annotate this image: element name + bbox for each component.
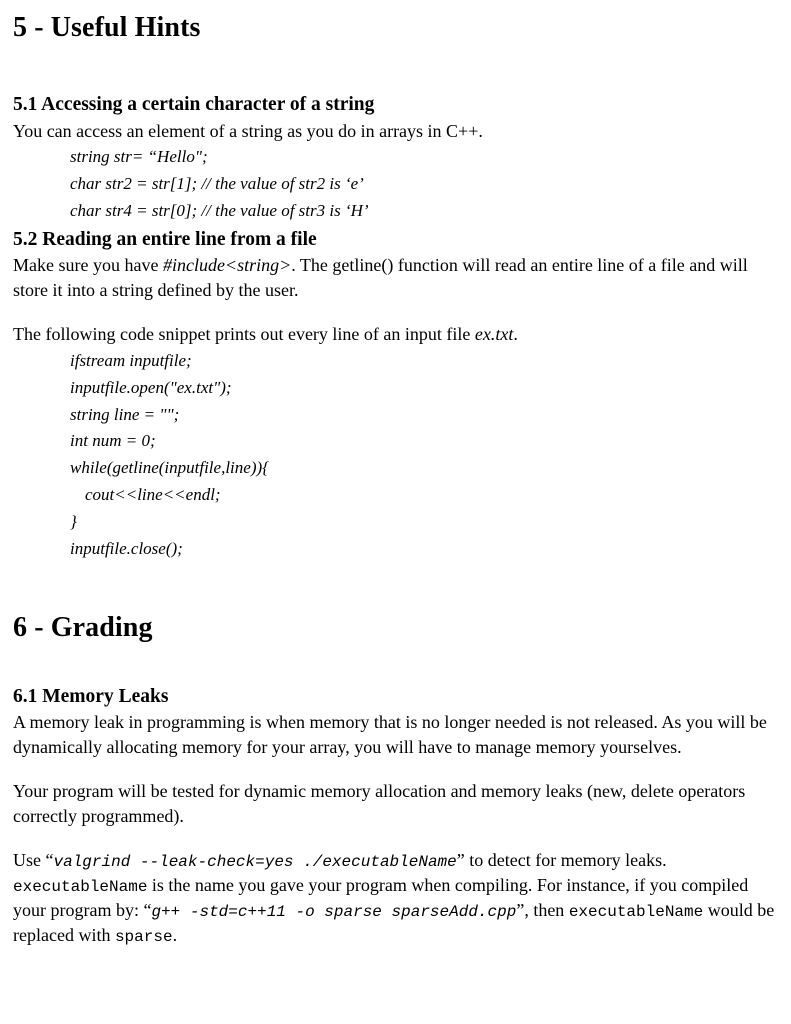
text-fragment: Make sure you have (13, 255, 163, 276)
inline-italic-filename: ex.txt (474, 324, 514, 345)
paragraph-testing-criteria: Your program will be tested for dynamic memory allocation and memory leaks (new, delete operators correctly programmed). (13, 780, 746, 826)
text-fragment: . (172, 924, 178, 945)
code-line: int num = 0; (70, 431, 156, 451)
text-fragment: . (513, 324, 518, 345)
spacer (13, 644, 779, 685)
subsection-heading-memory-leaks: 6.1 Memory Leaks (13, 685, 169, 707)
inline-code-sparse: sparse (114, 927, 173, 946)
code-line: cout<<line<<endl; (85, 485, 221, 505)
spacer (13, 829, 779, 848)
spacer (13, 44, 779, 93)
spacer (13, 760, 779, 779)
paragraph-accessing-character: You can access an element of a string as you do in arrays in C++. (13, 120, 483, 141)
document-content (13, 12, 779, 948)
paragraph-getline-intro (13, 253, 779, 303)
paragraph-memory-leak-definition: A memory leak in programming is when memory that is no longer needed is not released. As you will be dynamically allocating memory for your array, you will have to manage memory yourselves. (13, 712, 767, 758)
code-line: inputfile.open("ex.txt"); (70, 377, 232, 397)
text-fragment: ”, then (516, 899, 569, 920)
paragraph-valgrind-usage (13, 848, 779, 948)
code-line: ifstream inputfile; (70, 350, 192, 370)
text-fragment: is the name you gave your program when compiling. For instance, if you compiled your program by: “ (13, 874, 749, 920)
text-fragment: Use “ (13, 849, 54, 870)
section-heading-useful-hints: 5 - Useful Hints (13, 12, 201, 43)
inline-italic-include: #include<string> (162, 255, 292, 276)
paragraph-code-snippet-intro (13, 322, 779, 347)
text-fragment: would be replaced with (13, 899, 775, 945)
subsection-heading-accessing-character: 5.1 Accessing a certain character of a string (13, 94, 375, 116)
code-line: while(getline(inputfile,line)){ (70, 458, 269, 478)
code-line: string line = ""; (70, 404, 180, 424)
code-line: string str= “Hello"; (70, 147, 208, 167)
code-line: inputfile.close(); (70, 538, 183, 558)
text-fragment: The following code snippet prints out every line of an input file (13, 324, 475, 345)
section-heading-grading: 6 - Grading (13, 611, 153, 643)
inline-code-executable-name: executableName (13, 877, 148, 896)
spacer (13, 303, 779, 322)
text-fragment: ” to detect for memory leaks. (456, 849, 667, 870)
code-line: char str4 = str[0]; // the value of str3 is ‘H’ (70, 201, 369, 221)
inline-code-compile-command: g++ -std=c++11 -o sparse sparseAdd.cpp (151, 902, 517, 921)
inline-code-executable-name: executableName (568, 902, 704, 921)
inline-code-valgrind-command: valgrind --leak-check=yes ./executableName (53, 852, 457, 871)
subsection-heading-reading-entire-line: 5.2 Reading an entire line from a file (13, 228, 317, 250)
text-fragment: . The getline() function will read an entire line of a file and will store it into a string defined by the user. (13, 255, 748, 301)
spacer (13, 563, 779, 612)
code-line: } (70, 512, 77, 532)
code-line: char str2 = str[1]; // the value of str2 is ‘e’ (70, 174, 364, 194)
